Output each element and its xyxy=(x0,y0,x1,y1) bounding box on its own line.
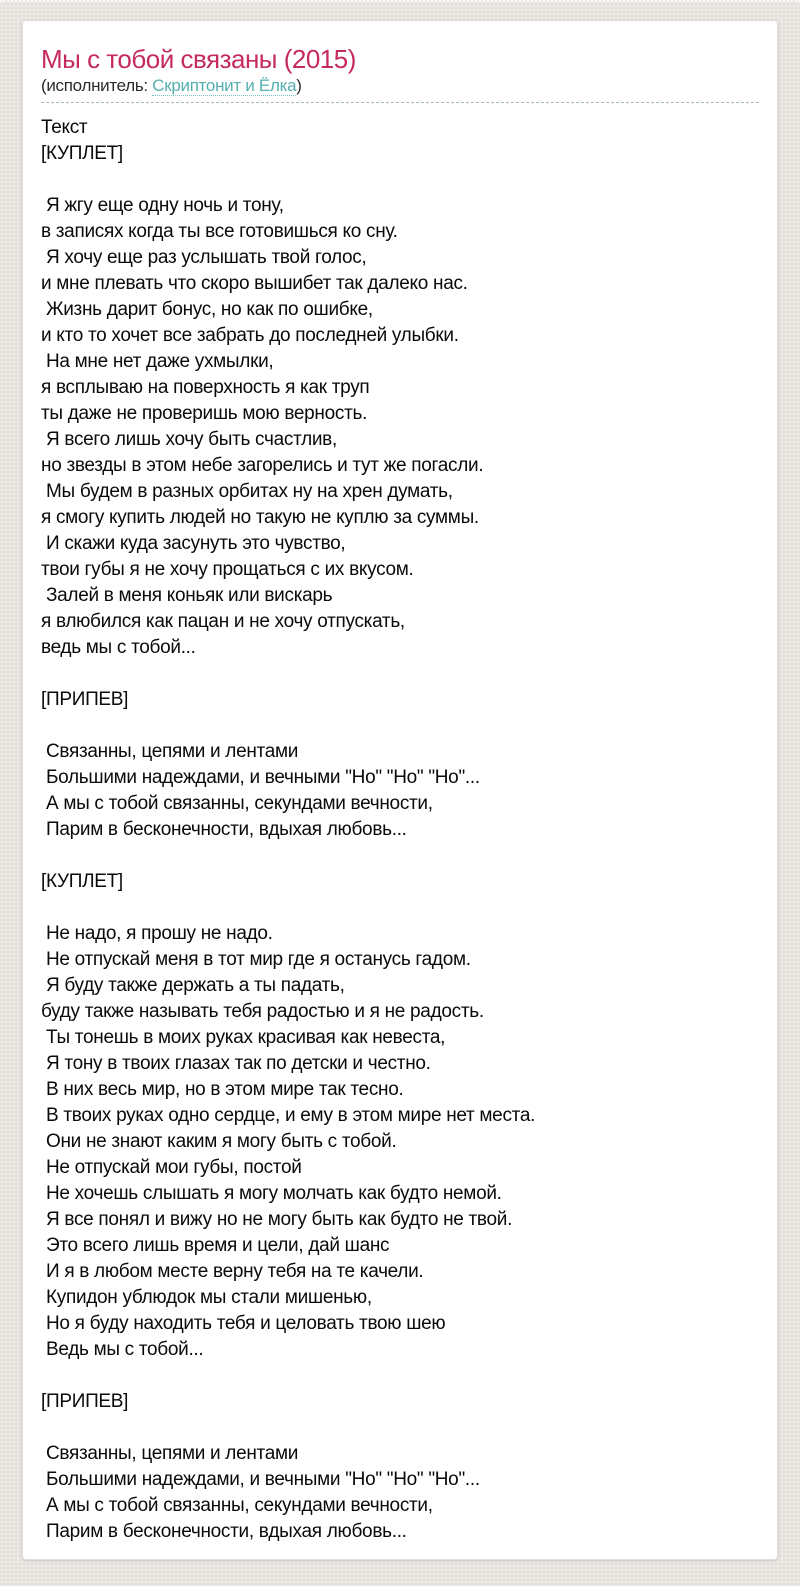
lyric-line: Мы будем в разных орбитах ну на хрен думать, xyxy=(41,481,453,502)
lyric-line xyxy=(41,1363,759,1389)
lyric-line: Залей в меня коньяк или вискарь xyxy=(41,585,333,606)
lyric-line: Не хочешь слышать я могу молчать как будто немой. xyxy=(41,1183,502,1204)
song-title: Мы с тобой связаны (2015) xyxy=(41,44,356,74)
lyric-line: Купидон ублюдок мы стали мишенью, xyxy=(41,1287,372,1308)
lyric-line: ты даже не проверишь мою верность. xyxy=(41,403,368,424)
artist-prefix-label: (исполнитель: xyxy=(41,76,153,95)
lyric-line: Я все понял и вижу но не могу быть как будто не твой. xyxy=(41,1209,513,1230)
artist-suffix-label: ) xyxy=(296,76,302,95)
page-top-texture xyxy=(0,0,800,10)
lyric-line xyxy=(41,661,759,687)
lyric-line: Большими надеждами, и вечными "Но" "Но" "Но"... xyxy=(41,767,480,788)
section-label: [ПРИПЕВ] xyxy=(41,1391,129,1412)
lyric-line: Я буду также держать а ты падать, xyxy=(41,975,345,996)
lyric-line: И я в любом месте верну тебя на те качели. xyxy=(41,1261,424,1282)
lyric-line: Связанны, цепями и лентами xyxy=(41,741,299,762)
lyric-line: Ведь мы с тобой... xyxy=(41,1339,204,1360)
song-header xyxy=(41,45,759,103)
lyric-line: Парим в бесконечности, вдыхая любовь... xyxy=(41,1521,407,1542)
lyric-line: Не надо, я прошу не надо. xyxy=(41,923,273,944)
lyric-line: ведь мы с тобой... xyxy=(41,637,196,658)
section-label: [КУПЛЕТ] xyxy=(41,143,123,164)
lyric-line: На мне нет даже ухмылки, xyxy=(41,351,274,372)
lyric-line: В твоих руках одно сердце, и ему в этом мире нет места. xyxy=(41,1105,536,1126)
lyric-line: я всплываю на поверхность я как труп xyxy=(41,377,370,398)
artist-link[interactable]: Скриптонит и Ёлка xyxy=(152,76,297,95)
lyric-line: Я всего лишь хочу быть счастлив, xyxy=(41,429,337,450)
lyric-line: Но я буду находить тебя и целовать твою шею xyxy=(41,1313,446,1334)
lyric-line: Это всего лишь время и цели, дай шанс xyxy=(41,1235,390,1256)
lyric-line: Они не знают каким я могу быть с тобой. xyxy=(41,1131,397,1152)
lyric-line: А мы с тобой связанны, секундами вечности, xyxy=(41,1495,433,1516)
lyric-line: Большими надеждами, и вечными "Но" "Но" "Но"... xyxy=(41,1469,480,1490)
lyric-line: В них весь мир, но в этом мире так тесно. xyxy=(41,1079,404,1100)
lyric-line: буду также называть тебя радостью и я не радость. xyxy=(41,1001,484,1022)
lyric-line: Я хочу еще раз услышать твой голос, xyxy=(41,247,367,268)
lyrics-lines xyxy=(41,141,759,1545)
lyric-line: я влюбился как пацан и не хочу отпускать, xyxy=(41,611,405,632)
lyric-line: и кто то хочет все забрать до последней улыбки. xyxy=(41,325,459,346)
lyric-line: но звезды в этом небе загорелись и тут же погасли. xyxy=(41,455,484,476)
lyric-line: Я жгу еще одну ночь и тону, xyxy=(41,195,284,216)
lyric-line: Ты тонешь в моих руках красивая как невеста, xyxy=(41,1027,446,1048)
lyric-line: твои губы я не хочу прощаться с их вкусом. xyxy=(41,559,414,580)
lyric-line: Не отпускай меня в тот мир где я останусь гадом. xyxy=(41,949,471,970)
lyric-line: Не отпускай мои губы, постой xyxy=(41,1157,302,1178)
section-label: [ПРИПЕВ] xyxy=(41,689,129,710)
lyric-line: Я тону в твоих глазах так по детски и честно. xyxy=(41,1053,431,1074)
lyric-line: Парим в бесконечности, вдыхая любовь... xyxy=(41,819,407,840)
section-label: [КУПЛЕТ] xyxy=(41,871,123,892)
lyrics-card xyxy=(22,20,778,1560)
lyric-line xyxy=(41,167,759,193)
lyric-line: в записях когда ты все готовишься ко сну. xyxy=(41,221,398,242)
lyric-line: я смогу купить людей но такую не куплю за суммы. xyxy=(41,507,479,528)
lyric-line: Связанны, цепями и лентами xyxy=(41,1443,299,1464)
lyric-line xyxy=(41,895,759,921)
lyric-line xyxy=(41,1415,759,1441)
lyrics-text-label: Текст xyxy=(41,117,88,138)
lyric-line: А мы с тобой связанны, секундами вечности, xyxy=(41,793,433,814)
artist-line xyxy=(41,76,759,95)
lyric-line: Жизнь дарит бонус, но как по ошибке, xyxy=(41,299,373,320)
lyric-line: и мне плевать что скоро вышибет так далеко нас. xyxy=(41,273,468,294)
lyrics-block xyxy=(41,115,759,1545)
lyric-line xyxy=(41,843,759,869)
lyric-line xyxy=(41,713,759,739)
lyric-line: И скажи куда засунуть это чувство, xyxy=(41,533,346,554)
